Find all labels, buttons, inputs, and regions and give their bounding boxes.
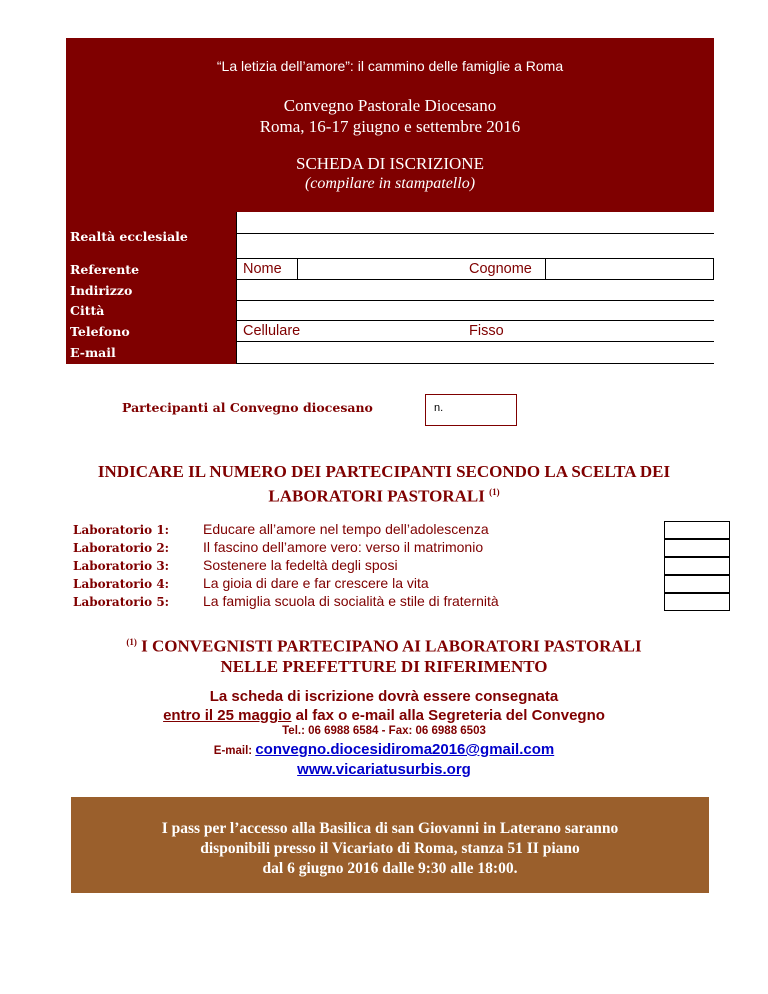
footnote-line2: NELLE PREFETTURE DI RIFERIMENTO [220,656,548,676]
cognome-label: Cognome [469,261,532,277]
lab-5-label: Laboratorio 5: [73,595,170,609]
form-right-border [713,258,714,279]
lab-2-label: Laboratorio 2: [73,541,170,555]
fisso-input[interactable] [510,321,714,340]
lab-1-desc: Educare all’amore nel tempo dell’adolescenza [203,521,489,537]
pass-info-text [71,819,709,879]
nome-label: Nome [243,261,282,277]
email-link[interactable]: convegno.diocesidiroma2016@gmail.com [255,741,555,758]
footnote-line1-wrap [60,632,708,657]
participants-label: Partecipanti al Convegno diocesano [122,400,373,415]
header-banner [66,38,714,212]
citta-label: Città [70,303,105,318]
lab-3-label: Laboratorio 3: [73,559,170,573]
cellulare-label: Cellulare [243,323,301,339]
n-label: n. [434,402,444,414]
email-prefix: E-mail: [213,745,256,757]
submission-line2 [60,706,708,725]
tel-fax: Tel.: 06 6988 6584 - Fax: 06 6988 6503 [282,725,486,737]
deadline: entro il 25 maggio [163,707,292,724]
realta-ecclesiale-label: Realtà ecclesiale [70,229,188,244]
lab-5-desc: La famiglia scuola di socialità e stile di fraternità [203,593,499,609]
submission-line1: La scheda di iscrizione dovrà essere consegnata [209,688,559,705]
lab-3-desc: Sostenere la fedeltà degli sposi [203,557,398,573]
cognome-input[interactable] [546,259,713,278]
email-label: E-mail [70,345,116,360]
fisso-label: Fisso [469,323,504,339]
footnote-mark: (1) [126,637,137,647]
email-input[interactable] [238,342,714,362]
indirizzo-label: Indirizzo [70,283,133,298]
pass-info-box [71,797,709,893]
citta-input[interactable] [238,301,714,319]
realta-ecclesiale-input[interactable] [238,234,714,257]
footnote [60,632,708,677]
form-title: SCHEDA DI ISCRIZIONE [296,154,484,173]
convegno-title: Convegno Pastorale Diocesano [283,96,497,115]
lab-1-count-box[interactable] [664,521,730,539]
lab-2-count-box[interactable] [664,539,730,557]
lab-5-count-box[interactable] [664,593,730,611]
footnote-mark: (1) [489,487,500,497]
participants-count-box[interactable] [425,394,517,426]
form-line [236,363,714,364]
telefono-label: Telefono [70,324,130,339]
footnote-line1: I CONVEGNISTI PARTECIPANO AI LABORATORI PASTORALI [141,636,642,656]
website-link[interactable]: www.vicariatusurbis.org [297,761,471,778]
pass-line2: disponibili presso il Vicariato di Roma, stanza 51 II piano [200,840,580,857]
email-line [60,741,708,758]
lab-3-count-box[interactable] [664,557,730,575]
instruction-heading [60,462,708,507]
event-subtitle: “La letizia dell’amore”: il cammino delle famiglie a Roma [216,58,564,74]
lab-4-count-box[interactable] [664,575,730,593]
referente-label: Referente [70,262,140,277]
lab-4-desc: La gioia di dare e far crescere la vita [203,575,429,591]
lab-2-desc: Il fascino dell’amore vero: verso il matrimonio [203,539,484,555]
convegno-dates: Roma, 16-17 giugno e settembre 2016 [259,117,521,136]
instruction-line1: INDICARE IL NUMERO DEI PARTECIPANTI SECONDO LA SCELTA DEI [97,462,671,481]
indirizzo-input[interactable] [238,280,714,299]
submission-line2-rest: al fax o e-mail alla Segreteria del Convegno [291,707,605,724]
lab-1-label: Laboratorio 1: [73,523,170,537]
submission-info [60,687,708,725]
lab-4-label: Laboratorio 4: [73,577,170,591]
form-subtitle: (compilare in stampatello) [304,175,476,192]
pass-line1: I pass per l’accesso alla Basilica di san Giovanni in Laterano saranno [161,820,619,837]
instruction-line2: LABORATORI PASTORALI [268,486,485,506]
instruction-line2-wrap [60,482,708,507]
nome-input[interactable] [298,259,460,278]
pass-line3: dal 6 giugno 2016 dalle 9:30 alle 18:00. [262,860,518,877]
cellulare-input[interactable] [310,321,460,340]
